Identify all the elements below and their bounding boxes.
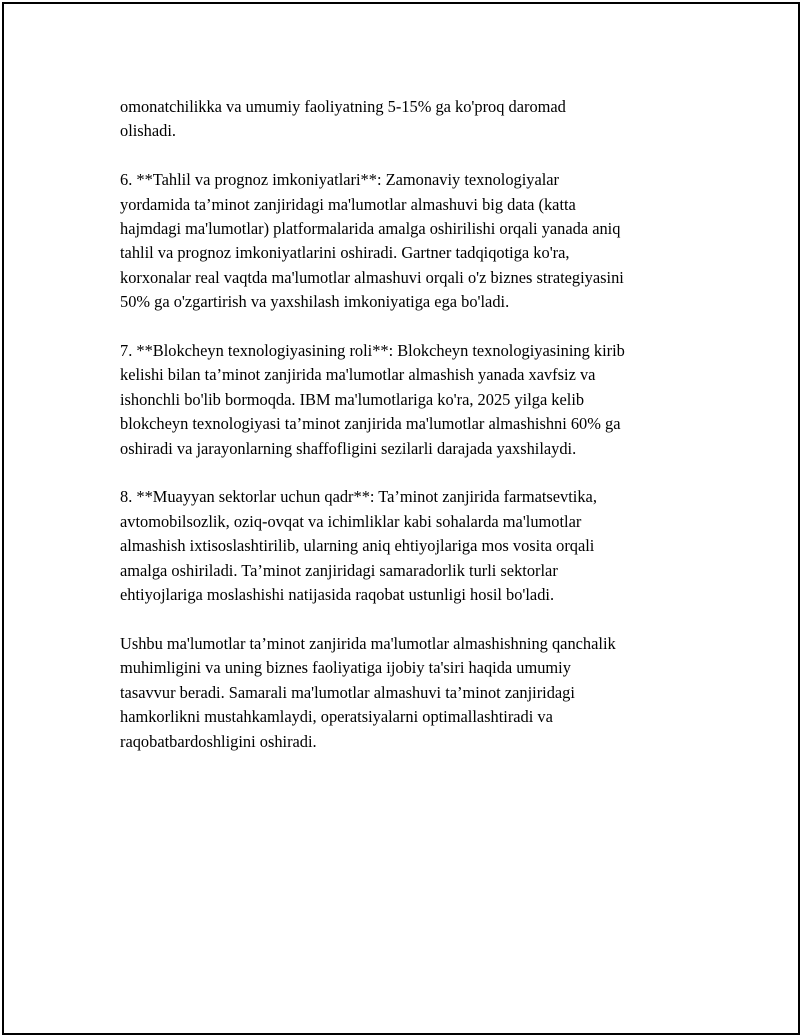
paragraph-item-8: 8. **Muayyan sektorlar uchun qadr**: Ta’minot zanjirida farmatsevtika, avtomobilsozlik, oziq-ovqat va ichimliklar kabi sohalarda ma'lumotlar almashish ixtisoslashtirilib, ularning aniq ehtiyojlariga mos vosita orqali amalga oshiriladi. Ta’minot zanjiridagi samaradorlik turli sektorlar ehtiyojlariga moslashishi natijasida raqobat ustunligi hosil bo'ladi. <box>120 487 597 605</box>
document-page <box>2 2 800 1035</box>
paragraph-item-6: 6. **Tahlil va prognoz imkoniyatlari**: Zamonaviy texnologiyalar yordamida ta’minot zanjiridagi ma'lumotlar almashuvi big data (katta hajmdagi ma'lumotlar) platformalarida amalga oshirilishi orqali yanada aniq tahlil va prognoz imkoniyatlarini oshiradi. Gartner tadqiqotiga ko'ra, korxonalar real vaqtda ma'lumotlar almashuvi orqali o'z biznes strategiyasini 50% ga o'zgartirish va yaxshilash imkoniyatiga ega bo'ladi. <box>120 170 624 312</box>
paragraph-continuation: omonatchilikka va umumiy faoliyatning 5-15% ga ko'proq daromad olishadi. <box>120 97 566 141</box>
paragraph-item-7: 7. **Blokcheyn texnologiyasining roli**: Blokcheyn texnologiyasining kirib kelishi bilan ta’minot zanjirida ma'lumotlar almashish yanada xavfsiz va ishonchli bo'lib bormoqda. IBM ma'lumotlariga ko'ra, 2025 yilga kelib blokcheyn texnologiyasi ta’minot zanjirida ma'lumotlar almashishni 60% ga oshiradi va jarayonlarning shaffofligini sezilarli darajada yaxshilaydi. <box>120 341 625 458</box>
page-body <box>120 95 710 778</box>
paragraph-summary: Ushbu ma'lumotlar ta’minot zanjirida ma'lumotlar almashishning qanchalik muhimligini va uning biznes faoliyatiga ijobiy ta'siri haqida umumiy tasavvur beradi. Samarali ma'lumotlar almashuvi ta’minot zanjiridagi hamkorlikni mustahkamlaydi, operatsiyalarni optimallashtiradi va raqobatbardoshligini oshiradi. <box>120 633 616 751</box>
